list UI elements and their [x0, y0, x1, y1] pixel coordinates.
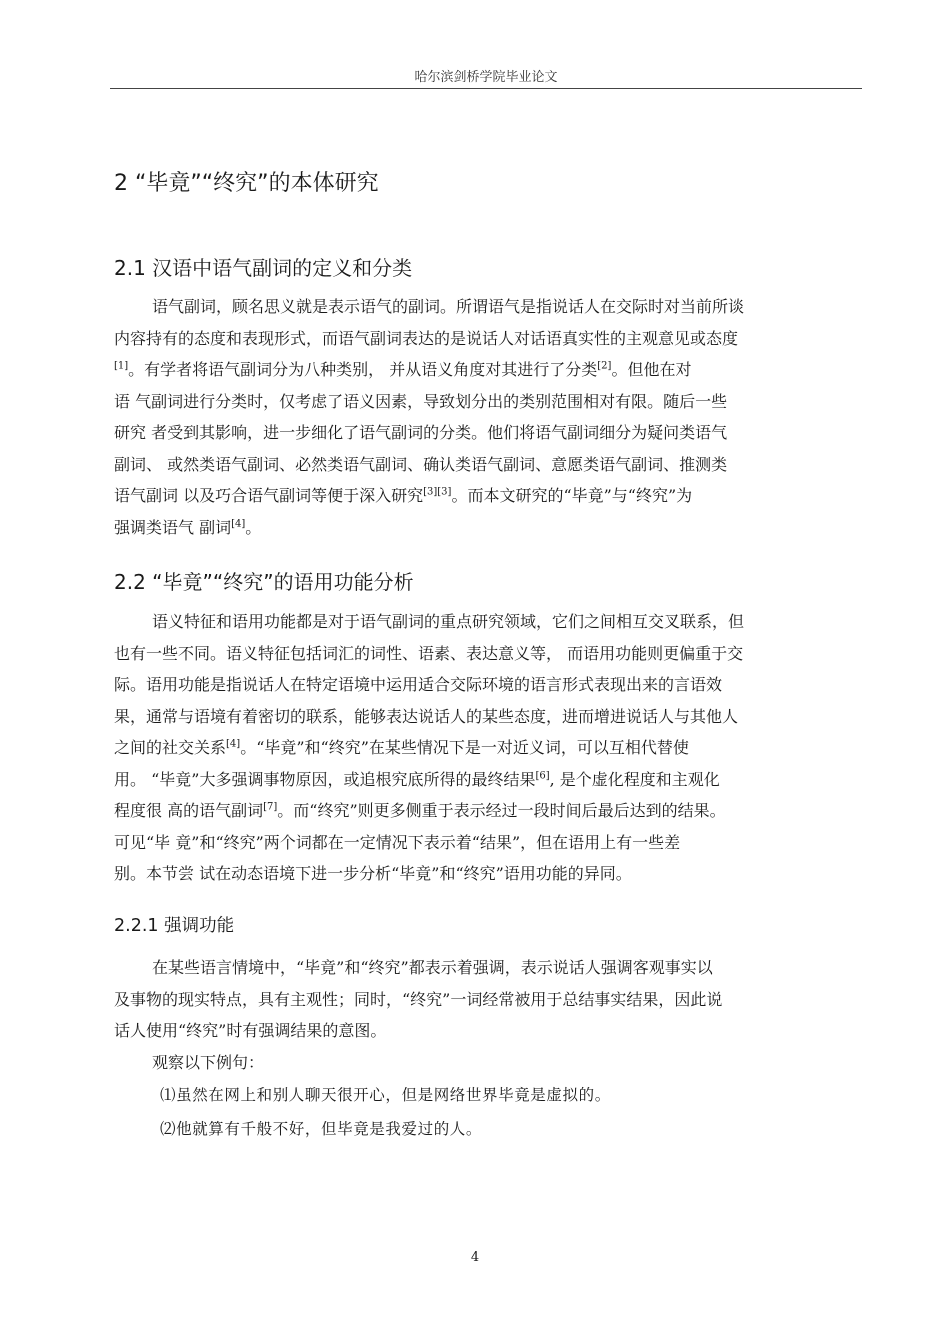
citation: [3][3]	[423, 486, 452, 498]
text-line: 语义特征和语用功能都是对于语气副词的重点研究领域，它们之间相互交叉联系，但	[152, 612, 745, 631]
text-line: 副词、 或然类语气副词、必然类语气副词、确认类语气副词、意愿类语气副词、推测类	[114, 454, 728, 474]
text-line: 话人使用“终究”时有强调结果的意图。	[114, 1021, 387, 1040]
citation: [4]	[226, 738, 241, 750]
text-line: 可见“毕 竟”和“终究”两个词都在一定情况下表示着“结果”，但在语用上有一些差	[114, 832, 681, 852]
chapter-heading: 2 “毕竟”“终究”的本体研究	[114, 171, 379, 196]
citation: [4]	[231, 518, 246, 530]
example-sentence-2: ⑵他就算有千般不好，但毕竟是我爱过的人。	[160, 1120, 483, 1138]
text-line: 研究 者受到其影响，进一步细化了语气副词的分类。他们将语气副词细分为疑问类语气	[114, 423, 728, 442]
section-2-1-heading: 2.1 汉语中语气副词的定义和分类	[114, 256, 413, 280]
text-line: 语气副词，顾名思义就是表示语气的副词。所谓语气是指说话人在交际时对当前所谈	[152, 297, 745, 316]
section-2-2-1-paragraph	[114, 952, 862, 1078]
running-header: 哈尔滨剑桥学院毕业论文	[414, 70, 558, 85]
citation: [6]	[535, 770, 550, 782]
text-line: 在某些语言情境中，“毕竟”和“终究”都表示着强调，表示说话人强调客观事实以	[152, 958, 713, 977]
text-line: 别。本节尝 试在动态语境下进一步分析“毕竟”和“终究”语用功能的异同。	[114, 864, 632, 883]
citation: [1]	[114, 360, 129, 372]
text-line: 强调类语气 副词[4]。	[114, 517, 262, 537]
section-2-2-heading: 2.2 “毕竟”“终究”的语用功能分析	[114, 570, 414, 594]
text-line: 也有一些不同。语义特征包括词汇的词性、语素、表达意义等， 而语用功能则更偏重于交	[114, 643, 744, 663]
text-line: 之间的社交关系[4]。“毕竟”和“终究”在某些情况下是一对近义词，可以互相代替使	[114, 738, 689, 757]
section-2-2-1-heading: 2.2.1 强调功能	[114, 916, 235, 936]
text-line: 内容持有的态度和表现形式，而语气副词表达的是说话人对话语真实性的主观意见或态度	[114, 328, 739, 348]
text-line: 际。语用功能是指说话人在特定语境中运用适合交际环境的语言形式表现出来的言语效	[114, 675, 723, 694]
section-2-1-paragraph	[114, 291, 862, 543]
header-rule	[110, 88, 862, 89]
text-line: 及事物的现实特点，具有主观性；同时，“终究”一词经常被用于总结事实结果，因此说	[114, 989, 723, 1009]
text-line: [1]。有学者将语气副词分为八种类别， 并从语义角度对其进行了分类[2]。但他在对	[114, 360, 692, 379]
text-line: 果，通常与语境有着密切的联系，能够表达说话人的某些态度，进而增进说话人与其他人	[114, 706, 739, 726]
citation: [7]	[263, 801, 278, 813]
text-line: 程度很 高的语气副词[7]。而“终究”则更多侧重于表示经过一段时间后最后达到的结果。	[114, 801, 726, 820]
text-line: 语 气副词进行分类时，仅考虑了语义因素，导致划分出的类别范围相对有限。随后一些	[114, 391, 728, 411]
section-2-2-paragraph	[114, 606, 862, 890]
citation: [2]	[597, 360, 612, 372]
text-line: 观察以下例句：	[152, 1052, 265, 1072]
page-number: 4	[470, 1250, 480, 1265]
text-line: 用。 “毕竟”大多强调事物原因，或追根究底所得的最终结果[6], 是个虚化程度和主观化	[114, 769, 720, 789]
text-line: 语气副词 以及巧合语气副词等便于深入研究[3][3]。而本文研究的“毕竟”与“终究”为	[114, 486, 693, 505]
example-sentence-1: ⑴虽然在网上和别人聊天很开心，但是网络世界毕竟是虚拟的。	[160, 1086, 611, 1104]
